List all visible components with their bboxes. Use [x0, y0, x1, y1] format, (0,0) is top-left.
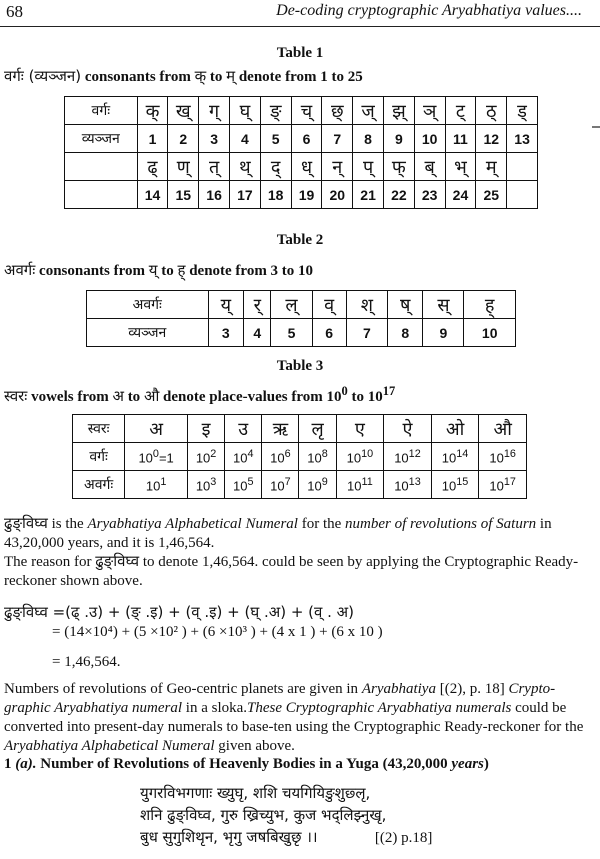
margin-mark [592, 126, 600, 128]
table1-num: 23 [414, 181, 445, 209]
power-base: 10 [394, 450, 409, 466]
table3-vowel: ओ [431, 415, 479, 443]
table1-subtitle [4, 66, 363, 86]
table1-char: छ् [322, 97, 353, 125]
power-base: 10 [145, 478, 161, 494]
table1-char: प् [353, 153, 384, 181]
table2-from-char: य् [148, 261, 158, 279]
table1-char: त् [199, 153, 230, 181]
table1-num: 18 [260, 181, 291, 209]
table2-num: 4 [244, 319, 271, 347]
section-title-end: ) [483, 756, 489, 772]
table2-subtitle-end: denote from 3 to 10 [185, 263, 314, 279]
power-exponent: 17 [503, 475, 516, 488]
table1-empty-cell [507, 181, 538, 209]
verse-text: बुध सुगुशिथृन, भृगु जषबिखुछृ ।। [140, 828, 318, 846]
power-base: 10 [489, 478, 504, 494]
table3-vowel: उ [225, 415, 262, 443]
para-saturn-numeral [4, 514, 596, 553]
power-base: 10 [489, 450, 504, 466]
section-number: 1 [4, 756, 16, 772]
verse-reference: [(2) p.18] [374, 830, 433, 846]
power-base: 10 [394, 478, 409, 494]
table1-num: 3 [199, 125, 230, 153]
table3-from-char: अ [112, 387, 124, 405]
equation-line2: = (14×10⁴) + (5 ×10² ) + (6 ×10³ ) + (4 x 1 ) + (6 x 10 ) [52, 624, 383, 640]
power-suffix: =1 [158, 450, 174, 466]
dev-word: ढुङ्विघ्व [95, 552, 140, 570]
table2-to-char: ह् [177, 261, 186, 279]
table3-vowel: ए [336, 415, 384, 443]
table3-vowel: लृ [299, 415, 336, 443]
table1-char: भ् [445, 153, 476, 181]
table1-char: ठ् [476, 97, 507, 125]
table1-num: 12 [476, 125, 507, 153]
table2-num: 8 [387, 319, 422, 347]
power-base: 10 [270, 478, 285, 494]
section-heading [4, 756, 489, 773]
table1-subtitle-en: consonants from [81, 69, 195, 85]
power-exponent: 6 [284, 447, 291, 460]
sloka-verse [140, 782, 432, 849]
table2-num: 9 [423, 319, 464, 347]
table2-char: स् [423, 291, 464, 319]
text-italic: number of revolutions of Saturn [345, 516, 537, 532]
table2-char: ष् [387, 291, 422, 319]
table3-varga-value [384, 443, 432, 471]
power-base: 10 [232, 450, 248, 466]
text-italic: Aryabhatiya [361, 681, 436, 697]
table1-num: 22 [383, 181, 414, 209]
text-run: in 43,20,000 years, and it is 1,46,564. [4, 516, 552, 551]
section-title-italic: years [451, 756, 484, 772]
text-italic: Aryabhatiya Alphabetical Numeral [4, 738, 215, 754]
table3-varga-value [125, 443, 188, 471]
table1-char: ज् [353, 97, 384, 125]
table2-subtitle [4, 260, 313, 280]
table1-num: 17 [229, 181, 260, 209]
table3-to-word: to [123, 389, 144, 405]
table3-varga-value [262, 443, 299, 471]
table2-row-avarga [87, 291, 516, 319]
table1-empty-cell [65, 181, 138, 209]
text-italic: These Cryptographic Aryabhatiya numerals [247, 700, 512, 716]
page-number: 68 [6, 2, 23, 21]
table1-char: ध् [291, 153, 322, 181]
table3-avarga-value [336, 471, 384, 499]
table2-row-label: व्यञ्जन [87, 319, 209, 347]
table1-num: 7 [322, 125, 353, 153]
text-run: given above. [214, 738, 295, 754]
table1-row-vyanjana [65, 125, 538, 153]
table3-avarga-value [479, 471, 527, 499]
table1-row-varga [65, 97, 538, 125]
para-reason [4, 552, 596, 591]
text-run: to denote 1,46,564. could be seen by applying the Cryptographic Ready-reckoner shown above. [4, 554, 579, 589]
table2-num: 7 [346, 319, 387, 347]
table1-char: ङ् [260, 97, 291, 125]
table3-vowel: इ [188, 415, 225, 443]
power-base: 10 [270, 450, 285, 466]
table3-vowel: औ [479, 415, 527, 443]
table3-to-word2: to 10 [347, 389, 383, 405]
verse-line [140, 826, 432, 849]
table1-to-word: to [206, 69, 227, 85]
text-italic: Crypto-graphic Aryabhatiya numeral [4, 681, 556, 716]
table1-num: 21 [353, 181, 384, 209]
table2-char: श् [346, 291, 387, 319]
power-exponent: 12 [408, 447, 421, 460]
table1-char: फ् [383, 153, 414, 181]
table1-empty-cell [65, 153, 138, 181]
table3-vowel: ऋ [262, 415, 299, 443]
power-exponent: 13 [408, 475, 421, 488]
table3-avarga-value [188, 471, 225, 499]
table3-subtitle-en: vowels from [27, 389, 113, 405]
table1-row-label: व्यञ्जन [65, 125, 138, 153]
table1-num: 13 [507, 125, 538, 153]
table2-num: 3 [208, 319, 244, 347]
table3-varga-value [225, 443, 262, 471]
table1-char: झ् [383, 97, 414, 125]
table3-varga-value [336, 443, 384, 471]
power-exponent: 16 [503, 447, 516, 460]
section-sub: (a). [15, 756, 37, 772]
power-base: 10 [195, 450, 211, 466]
table3-sup-a: 0 [341, 384, 348, 398]
text-run: for the [297, 516, 346, 532]
table1-char: ट् [445, 97, 476, 125]
section-title: Number of Revolutions of Heavenly Bodies in a Yuga (43,20,000 [36, 756, 452, 772]
table2-char: ल् [271, 291, 312, 319]
table3-row-label: स्वरः [73, 415, 125, 443]
table2-num: 5 [271, 319, 312, 347]
table3-varga-value [299, 443, 336, 471]
power-exponent: 10 [361, 447, 374, 460]
table3-caption: Table 3 [276, 358, 324, 374]
table3-subtitle [4, 384, 395, 406]
table1-char: च् [291, 97, 322, 125]
table1-char: ञ् [414, 97, 445, 125]
power-exponent: 14 [456, 447, 469, 460]
table2-char: ह् [464, 291, 516, 319]
equation-line1: ढुङ्विघ्व =(ढ् .उ) + (ङ् .इ) + (व् .इ) + (घ् .अ) + (व् . अ) [4, 603, 354, 621]
table2-char: र् [244, 291, 271, 319]
table1-num: 14 [137, 181, 168, 209]
power-exponent: 7 [284, 475, 291, 488]
text-italic: Aryabhatiya Alphabetical Numeral [87, 516, 298, 532]
table1-char: थ् [229, 153, 260, 181]
table2-char: य् [208, 291, 244, 319]
table1-num: 6 [291, 125, 322, 153]
table1-subtitle-end: denote from 1 to 25 [235, 69, 363, 85]
text-run: The reason for [4, 554, 96, 570]
table3-row-label: अवर्गः [73, 471, 125, 499]
power-base: 10 [307, 478, 322, 494]
table3-varga-value [479, 443, 527, 471]
power-exponent: 2 [210, 447, 217, 460]
table3-avarga-value [262, 471, 299, 499]
table3-to-char: औ [143, 387, 160, 405]
table1-num: 4 [229, 125, 260, 153]
table1-char: न् [322, 153, 353, 181]
table3-vowel: अ [125, 415, 188, 443]
verse-line: युगरविभगणाः ख्युघृ, शशि चयगियिङुशुछ्लृ, [140, 784, 371, 802]
power-base: 10 [195, 478, 211, 494]
table1-num: 16 [199, 181, 230, 209]
table2-num: 10 [464, 319, 516, 347]
table1-num: 5 [260, 125, 291, 153]
power-exponent: 8 [321, 447, 328, 460]
table1 [64, 96, 538, 209]
power-base: 10 [441, 478, 457, 494]
power-exponent: 11 [361, 475, 373, 488]
table1-char: ड् [507, 97, 538, 125]
table2-subtitle-en: consonants from [35, 263, 149, 279]
power-base: 10 [346, 450, 362, 466]
table1-char: द् [260, 153, 291, 181]
verse-line: शनि ढुङ्विघ्व, गुरु ख्रिच्युभ, कुज भद्लिझ्नुखृ, [140, 806, 387, 824]
table2-subtitle-dev: अवर्गः [4, 261, 36, 279]
table3-subtitle-end: denote place-values from 10 [159, 389, 342, 405]
table1-num: 2 [168, 125, 199, 153]
dev-word: ढुङ्विघ्व [4, 514, 48, 532]
table1-num: 8 [353, 125, 384, 153]
table3-avarga-value [125, 471, 188, 499]
power-base: 10 [138, 450, 153, 466]
table1-to-char: म् [226, 67, 236, 85]
equation-line3: = 1,46,564. [52, 654, 121, 670]
table2-to-word: to [157, 263, 178, 279]
table1-char: म् [476, 153, 507, 181]
table1-from-char: क् [194, 67, 207, 85]
text-run: [(2), p. 18] [435, 681, 509, 697]
table3-varga-value [188, 443, 225, 471]
table1-char: घ् [229, 97, 260, 125]
table3-varga-value [431, 443, 479, 471]
table1-char: ण् [168, 153, 199, 181]
table3-vowel: ऐ [384, 415, 432, 443]
page-header [0, 0, 600, 27]
table2-num: 6 [312, 319, 346, 347]
table1-num: 20 [322, 181, 353, 209]
table3-avarga-value [299, 471, 336, 499]
table3-subtitle-dev: स्वरः [4, 387, 28, 405]
table1-row-vyanjana-2 [65, 181, 538, 209]
table3-row-svara [73, 415, 527, 443]
table1-num: 9 [383, 125, 414, 153]
power-exponent: 3 [210, 475, 217, 488]
table1-char: ख् [168, 97, 199, 125]
power-base: 10 [347, 478, 362, 494]
power-base: 10 [307, 450, 322, 466]
table3-avarga-value [384, 471, 432, 499]
table3-avarga-value [225, 471, 262, 499]
table1-num: 10 [414, 125, 445, 153]
power-exponent: 5 [247, 475, 254, 488]
text-run: is the [47, 516, 88, 532]
table1-char: ढ् [137, 153, 168, 181]
table1-row-varga-2 [65, 153, 538, 181]
table3-sup-b: 17 [382, 384, 396, 398]
table1-caption: Table 1 [276, 45, 324, 61]
table2-row-label: अवर्गः [87, 291, 209, 319]
running-title: De-coding cryptographic Aryabhatiya values.... [276, 2, 582, 19]
table3 [72, 414, 527, 499]
table1-num: 25 [476, 181, 507, 209]
power-base: 10 [441, 450, 457, 466]
table1-num: 1 [137, 125, 168, 153]
power-exponent: 4 [247, 447, 254, 460]
table1-num: 11 [445, 125, 476, 153]
table2-row-vyanjana [87, 319, 516, 347]
table3-avarga-value [431, 471, 479, 499]
power-base: 10 [232, 478, 248, 494]
table3-row-varga [73, 443, 527, 471]
power-exponent: 9 [321, 475, 328, 488]
power-exponent: 0 [152, 447, 159, 460]
table3-row-label: वर्गः [73, 443, 125, 471]
text-run: in a sloka. [182, 700, 248, 716]
table3-row-avarga [73, 471, 527, 499]
table2 [86, 290, 516, 347]
para-geocentric [4, 680, 596, 756]
table1-row-label: वर्गः [65, 97, 138, 125]
table1-num: 24 [445, 181, 476, 209]
table1-num: 15 [168, 181, 199, 209]
table1-empty-cell [507, 153, 538, 181]
text-run: Numbers of revolutions of Geo-centric planets are given in [4, 681, 362, 697]
power-exponent: 15 [456, 475, 469, 488]
table1-char: ग् [199, 97, 230, 125]
table2-caption: Table 2 [276, 232, 324, 248]
power-exponent: 1 [160, 475, 167, 488]
table2-char: व् [312, 291, 346, 319]
table1-num: 19 [291, 181, 322, 209]
table1-char: ब् [414, 153, 445, 181]
table1-char: क् [137, 97, 168, 125]
table1-subtitle-dev: वर्गः (व्यञ्जन) [4, 67, 82, 85]
text-run: could be converted into present-day numerals to base-ten using the Cryptographic Ready-reckoner for the [4, 700, 584, 735]
